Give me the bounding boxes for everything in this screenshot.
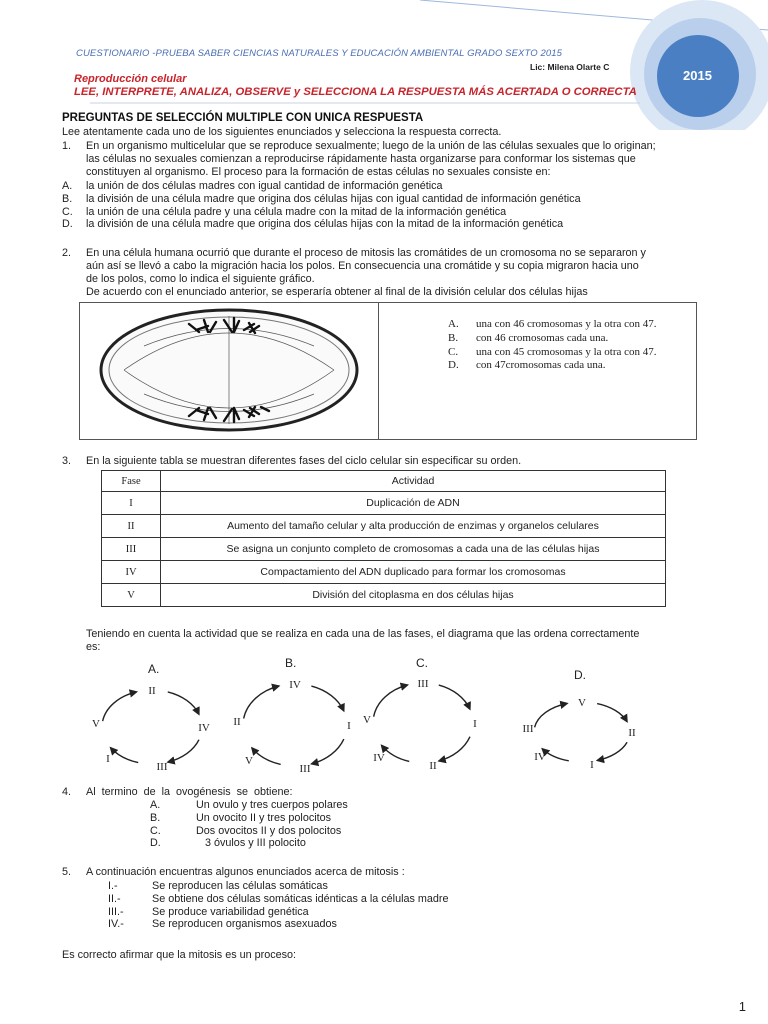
cycle-phase-label: IV — [289, 679, 301, 691]
table-row — [102, 492, 666, 515]
phase-cell: IV — [102, 561, 161, 584]
phase-cell: II — [102, 515, 161, 538]
q1-options — [62, 180, 682, 231]
q2-option[interactable] — [448, 332, 657, 346]
column-header: Fase — [102, 471, 161, 492]
cycle-phase-label: III — [156, 761, 168, 773]
phase-cell: V — [102, 584, 161, 607]
cycle-arrow — [244, 686, 279, 719]
cycle-arrow — [311, 686, 343, 711]
cycle-phase-label: III — [417, 678, 429, 690]
option-letter: A. — [62, 180, 73, 192]
cycle-arrow — [542, 749, 569, 761]
option-text: una con 45 cromosomas y la otra con 47. — [476, 345, 657, 358]
q3-text: En la siguiente tabla se muestran diferentes fases del ciclo celular sin especificar su orden. — [86, 455, 522, 467]
q3-number: 3. — [62, 455, 72, 467]
cycle-arrow — [439, 685, 470, 709]
q5-statement — [108, 906, 448, 919]
cycle-arrow — [103, 692, 137, 721]
topic-title: Reproducción celular — [74, 73, 187, 85]
table-row — [102, 538, 666, 561]
cycle-arrow — [597, 704, 627, 722]
cycle-phase-label: I — [106, 753, 110, 765]
q1-option[interactable] — [62, 218, 682, 231]
cycle-phase-label: IV — [198, 722, 210, 734]
cycle-phase-label: II — [628, 727, 636, 739]
statement-numeral: I.- — [108, 880, 118, 892]
option-letter: B. — [448, 331, 459, 344]
q1-option[interactable] — [62, 206, 682, 219]
statement-text: Se produce variabilidad genética — [152, 905, 309, 918]
cycle-arrow — [381, 745, 409, 761]
diagram-option-label[interactable]: D. — [574, 668, 586, 682]
cycle-diagram — [223, 669, 367, 781]
q5-statement — [108, 893, 448, 906]
q4-options — [150, 799, 348, 850]
option-text: con 47cromosomas cada una. — [476, 359, 606, 372]
q5-number: 5. — [62, 866, 72, 878]
cycle-arrow — [168, 692, 199, 714]
cycle-phase-label: IV — [373, 752, 385, 764]
statement-text: Se reproducen organismos asexuados — [152, 918, 337, 931]
cycle-arrow — [311, 739, 343, 764]
activity-cell: Se asigna un conjunto completo de cromosomas a cada una de las células hijas — [161, 538, 666, 561]
option-letter: A. — [448, 318, 459, 330]
statement-numeral: III.- — [108, 905, 124, 918]
q2-option[interactable] — [448, 359, 657, 373]
q5-statement — [108, 880, 448, 893]
activity-cell: Duplicación de ADN — [161, 492, 666, 515]
q4-option[interactable] — [150, 812, 348, 825]
cycle-phase-label: V — [92, 718, 100, 730]
cycle-phase-label: V — [363, 714, 371, 726]
q1-option[interactable] — [62, 193, 682, 206]
cycle-arrow — [110, 748, 138, 763]
header-decoration — [0, 0, 768, 130]
table-row — [102, 515, 666, 538]
option-text: la unión de dos células madres con igual cantidad de información genética — [86, 180, 443, 192]
document-title: CUESTIONARIO -PRUEBA SABER CIENCIAS NATURALES Y EDUCACIÓN AMBIENTAL GRADO SEXTO 2015 — [76, 48, 562, 59]
option-letter: D. — [150, 837, 161, 850]
q2-option[interactable] — [448, 346, 657, 360]
mitosis-cell-illustration — [84, 306, 374, 434]
q2-option[interactable] — [448, 318, 657, 332]
option-text: 3 óvulos y III polocito — [196, 837, 306, 850]
q4-option[interactable] — [150, 837, 348, 850]
option-letter: C. — [150, 824, 161, 837]
activity-cell: Aumento del tamaño celular y alta producción de enzimas y organelos celulares — [161, 515, 666, 538]
year-badge: 2015 — [683, 68, 712, 83]
q5-statements — [108, 880, 448, 931]
q5-text: A continuación encuentras algunos enunciados acerca de mitosis : — [86, 866, 405, 878]
table-header-row — [102, 471, 666, 492]
cycle-diagram — [514, 687, 650, 777]
q1-text: En un organismo multicelular que se reproduce sexualmente; luego de la unión de las células sexuales que lo originan; las células no sexuales comienzan a reproducirse rápidamente hasta organizarse para conformar los sistemas que constituyen al organismo. El proceso para la formación de estas células no sexuales consiste en: — [86, 140, 656, 178]
option-letter: A. — [150, 799, 161, 811]
q4-text: Al termino de la ovogénesis se obtiene: — [86, 786, 293, 798]
cycle-phase-label: II — [233, 716, 241, 728]
option-text: con 46 cromosomas cada una. — [476, 331, 609, 344]
table-row — [102, 584, 666, 607]
option-letter: C. — [62, 205, 73, 218]
q2-number: 2. — [62, 247, 72, 259]
q2-text-2: De acuerdo con el enunciado anterior, se esperaría obtener al final de la división celular dos células hijas — [86, 286, 588, 298]
q2-text: En una célula humana ocurrió que durante el proceso de mitosis las cromátides de un cromosoma no se separaron y aún así se llevó a cabo la migración hacia los polos. En consecuencia una cromátide y su copia migraron hacia uno de los polos, como lo indica el siguiente gráfico. — [86, 247, 646, 285]
statement-text: Se reproducen las células somáticas — [152, 880, 328, 892]
q3-text-2: Teniendo en cuenta la actividad que se realiza en cada una de las fases, el diagrama que las ordena correctamente es: — [86, 628, 640, 653]
cycle-phase-label: IV — [534, 751, 546, 763]
author-label: Lic: Milena Olarte C — [530, 62, 610, 72]
cycle-arrow — [252, 748, 281, 765]
cycle-phase-label: I — [347, 720, 351, 732]
statement-numeral: II.- — [108, 892, 121, 905]
column-header: Actividad — [161, 471, 666, 492]
table-row — [102, 561, 666, 584]
option-text: Dos ovocitos II y dos polocitos — [196, 824, 342, 837]
page-number: 1 — [738, 999, 746, 1014]
cycle-arrow — [535, 703, 568, 727]
q1-number: 1. — [62, 140, 72, 152]
cycle-arrow — [374, 685, 408, 717]
option-text: la división de una célula madre que origina dos células hijas con la mitad de la información genética — [86, 218, 564, 231]
cycle-phase-label: II — [148, 685, 156, 697]
cycle-diagram — [82, 675, 222, 779]
cycle-phase-label: V — [245, 755, 253, 767]
instructions-text: Lee atentamente cada uno de los siguientes enunciados y selecciona la respuesta correcta. — [62, 126, 502, 138]
instruction-banner: LEE, INTERPRETE, ANALIZA, OBSERVE y SELECCIONA LA RESPUESTA MÁS ACERTADA O CORRECTA — [74, 86, 637, 98]
option-text: una con 46 cromosomas y la otra con 47. — [476, 318, 657, 330]
option-letter: C. — [448, 345, 459, 358]
section-heading: PREGUNTAS DE SELECCIÓN MULTIPLE CON UNICA RESPUESTA — [62, 112, 424, 124]
cycle-phase-label: V — [578, 697, 586, 709]
activity-cell: Compactamiento del ADN duplicado para formar los cromosomas — [161, 561, 666, 584]
option-letter: B. — [150, 811, 161, 824]
phase-cell: I — [102, 492, 161, 515]
q5-closing: Es correcto afirmar que la mitosis es un proceso: — [62, 949, 297, 961]
cycle-phase-label: I — [473, 718, 477, 730]
diagram-option-label[interactable]: C. — [416, 656, 428, 670]
option-letter: D. — [62, 218, 73, 231]
q4-option[interactable] — [150, 799, 348, 812]
option-text: Un ovulo y tres cuerpos polares — [196, 799, 348, 811]
option-text: Un ovocito II y tres polocitos — [196, 811, 332, 824]
option-text: la unión de una célula padre y una célula madre con la mitad de la información genética — [86, 205, 507, 218]
cycle-arrow — [597, 742, 627, 760]
diagram-option-label[interactable]: A. — [148, 662, 160, 676]
q1-option[interactable] — [62, 180, 682, 193]
activity-cell: División del citoplasma en dos células hijas — [161, 584, 666, 607]
q4-number: 4. — [62, 786, 72, 798]
statement-text: Se obtiene dos células somáticas idénticas a la células madre — [152, 892, 449, 905]
cycle-phase-label: III — [522, 723, 534, 735]
phases-table — [101, 470, 666, 607]
q5-statement — [108, 918, 448, 931]
option-text: la división de una célula madre que origina dos células hijas con igual cantidad de información genética — [86, 192, 581, 205]
phase-cell: III — [102, 538, 161, 561]
diagram-option-label[interactable]: B. — [285, 656, 297, 670]
cycle-arrow — [439, 737, 470, 761]
option-letter: D. — [448, 359, 459, 372]
q4-option[interactable] — [150, 825, 348, 838]
cycle-phase-label: III — [299, 763, 311, 775]
cycle-arrow — [168, 740, 199, 762]
cycle-phase-label: I — [590, 759, 594, 771]
q2-options — [448, 318, 657, 373]
statement-numeral: IV.- — [108, 918, 124, 931]
option-letter: B. — [62, 192, 73, 205]
cycle-diagram — [353, 668, 493, 778]
cycle-phase-label: II — [429, 760, 437, 772]
